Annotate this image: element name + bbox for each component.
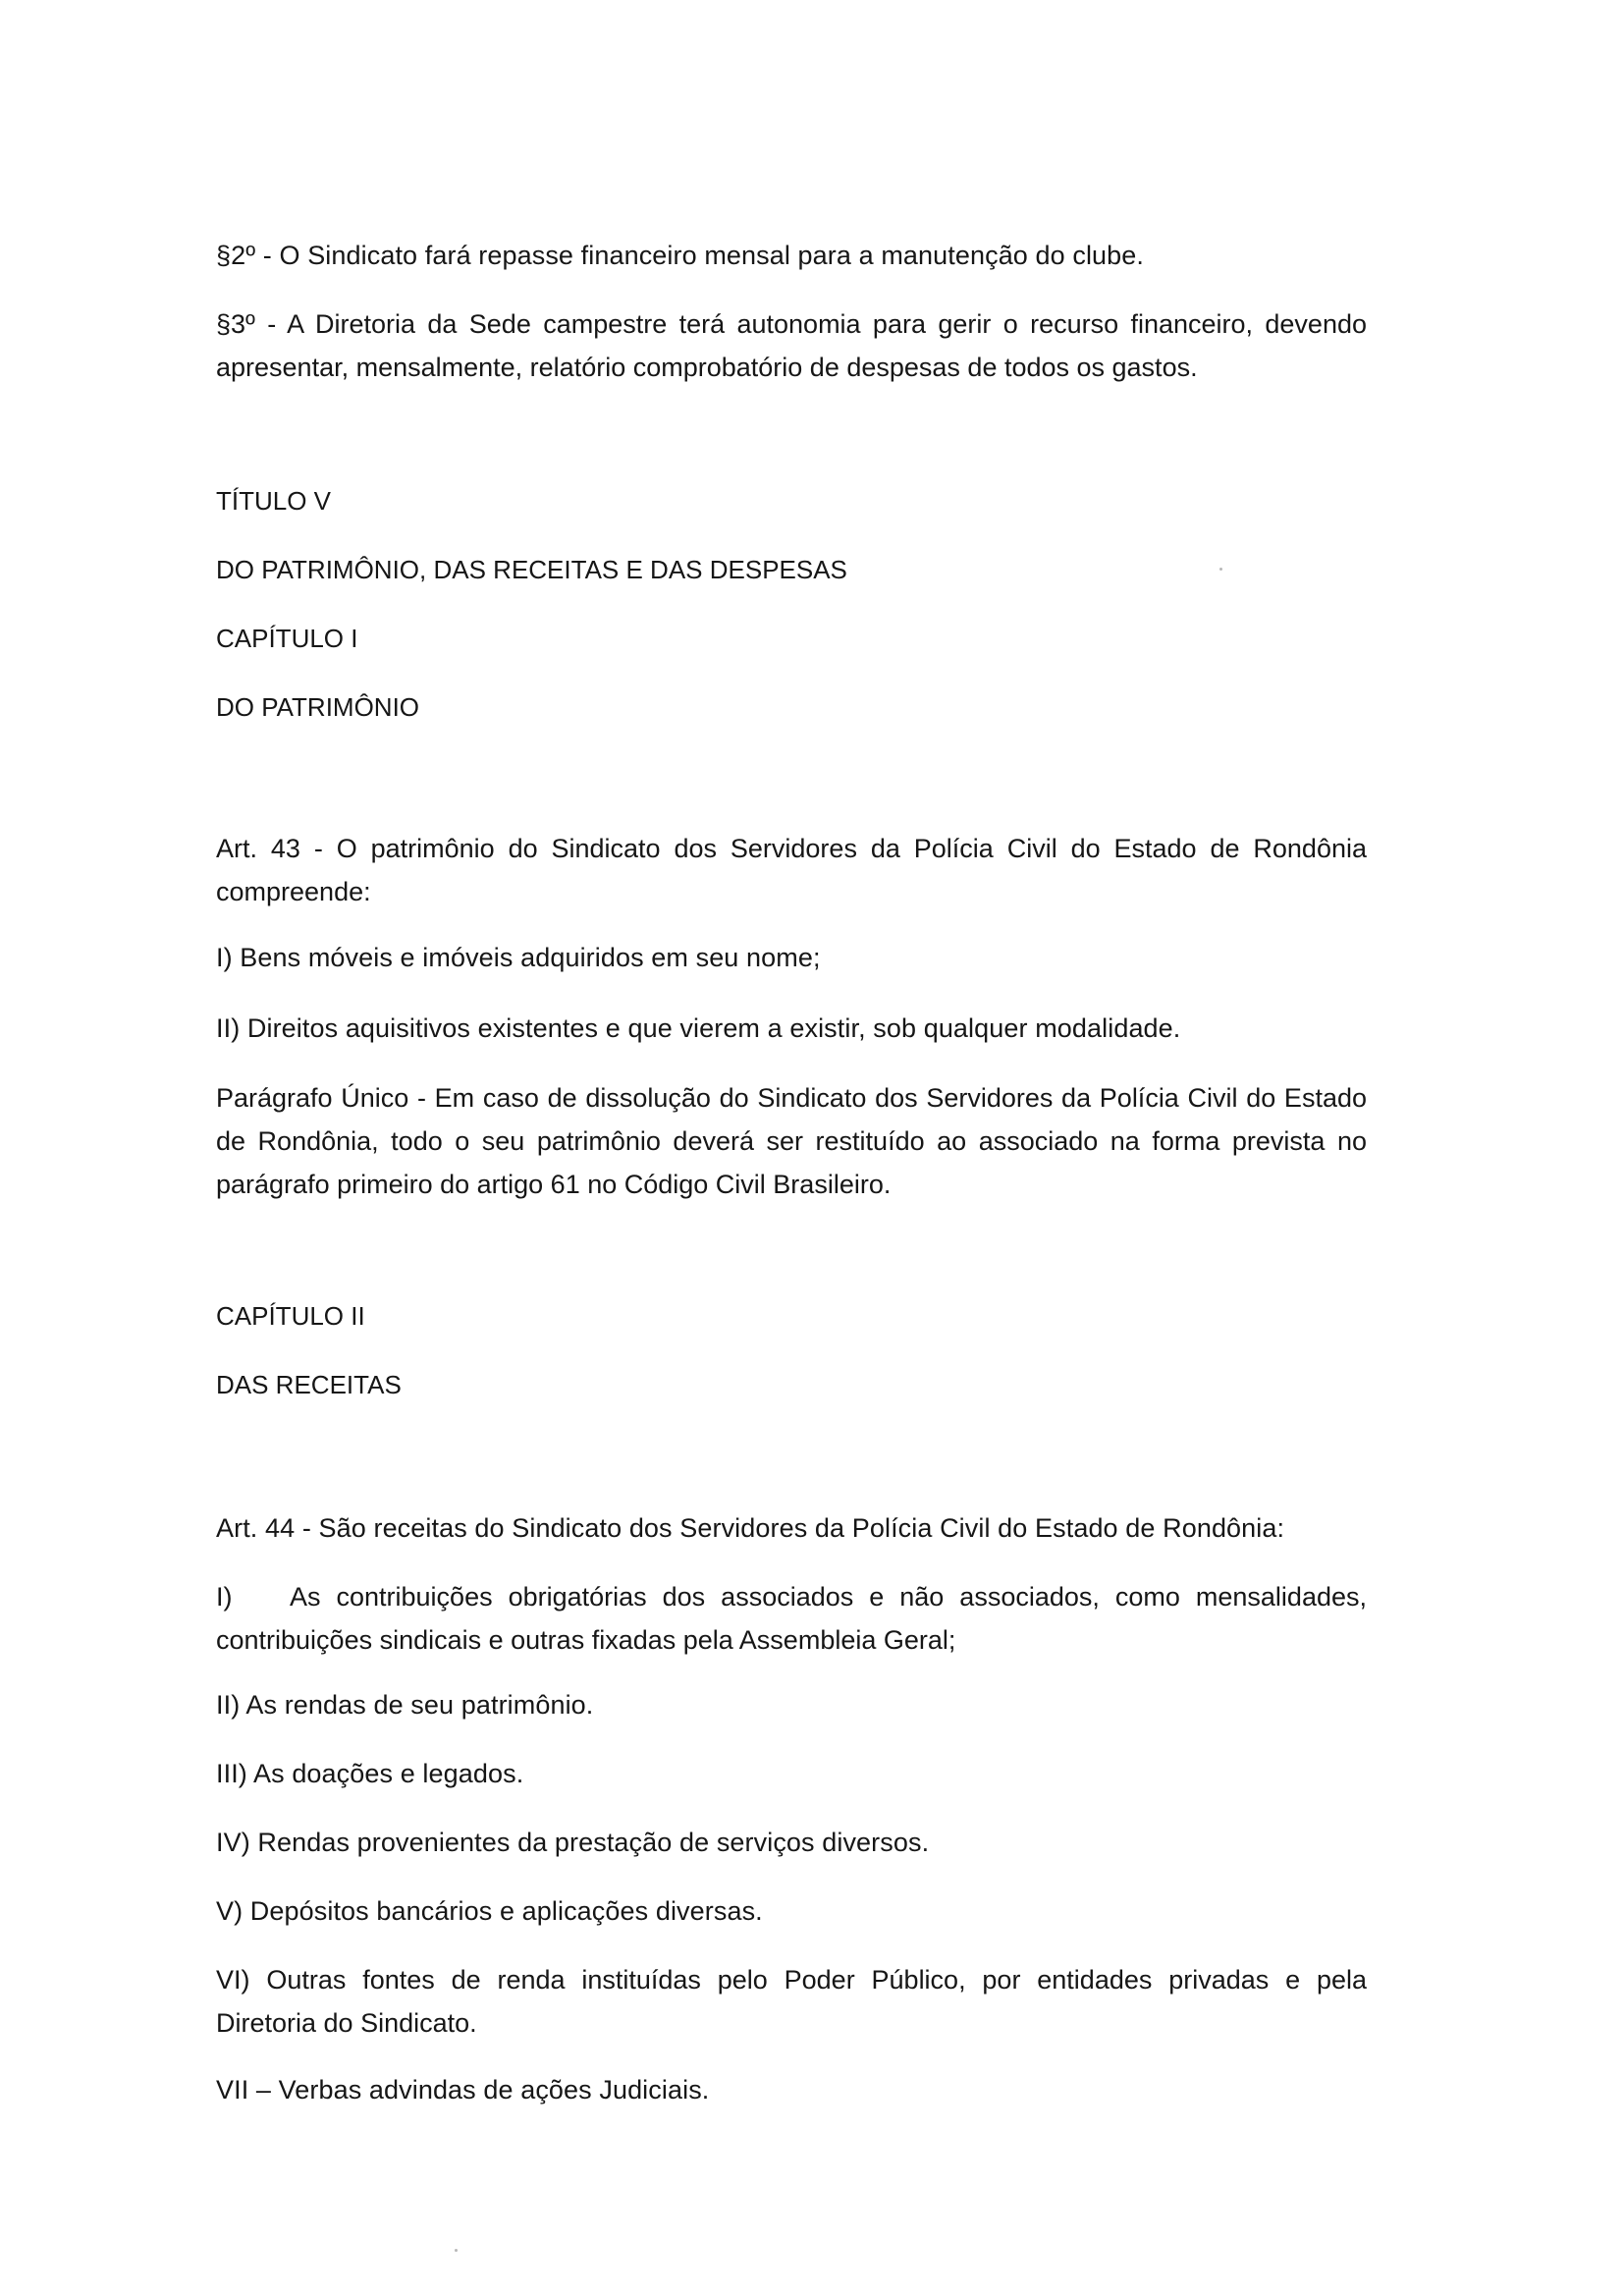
paragrafo-unico-line-2: de Rondônia, todo o seu patrimônio deverá ser restituído ao associado na forma prevista no: [216, 1126, 1367, 1156]
paragraph-3-line-1: §3º - A Diretoria da Sede campestre terá autonomia para gerir o recurso financeiro, devendo: [216, 309, 1367, 339]
scan-speck: [455, 2249, 458, 2252]
article-44-item-i-number: I): [216, 1582, 233, 1612]
article-44-item-vii: VII – Verbas advindas de ações Judiciais.: [216, 2075, 710, 2105]
titulo-heading: TÍTULO V: [216, 486, 332, 516]
paragraph-2: §2º - O Sindicato fará repasse financeiro mensal para a manutenção do clube.: [216, 241, 1145, 270]
paragrafo-unico-line-3: parágrafo primeiro do artigo 61 no Código Civil Brasileiro.: [216, 1170, 892, 1199]
article-44-item-iii: III) As doações e legados.: [216, 1759, 524, 1788]
article-44-item-vi-line-2: Diretoria do Sindicato.: [216, 2008, 477, 2038]
article-44-item-i-line-1: [216, 1575, 1367, 1618]
article-43-item-i: I) Bens móveis e imóveis adquiridos em seu nome;: [216, 943, 821, 972]
paragrafo-unico: [216, 1076, 1367, 1206]
capitulo-1-name-heading: DO PATRIMÔNIO: [216, 692, 420, 722]
capitulo-1-heading: CAPÍTULO I: [216, 624, 358, 653]
article-44-item-v: V) Depósitos bancários e aplicações diversas.: [216, 1896, 763, 1926]
article-44-item-i-text: As contribuições obrigatórias dos associados e não associados, como mensalidades,: [290, 1582, 1367, 1612]
article-44-item-i-line-2: contribuições sindicais e outras fixadas pela Assembleia Geral;: [216, 1625, 956, 1655]
article-44-item-i: [216, 1575, 1367, 1662]
article-43-item-ii: II) Direitos aquisitivos existentes e que vierem a existir, sob qualquer modalidade.: [216, 1013, 1181, 1043]
article-44-item-vi-line-1: VI) Outras fontes de renda instituídas pelo Poder Público, por entidades privadas e pela: [216, 1965, 1367, 1995]
paragrafo-unico-line-1: Parágrafo Único - Em caso de dissolução do Sindicato dos Servidores da Polícia Civil do Estado: [216, 1083, 1367, 1113]
article-43: [216, 827, 1367, 913]
article-44-item-ii: II) As rendas de seu patrimônio.: [216, 1690, 594, 1720]
article-44-item-vi: [216, 1958, 1367, 2045]
article-43-line-2: compreende:: [216, 877, 371, 906]
article-44: Art. 44 - São receitas do Sindicato dos Servidores da Polícia Civil do Estado de Rondônia:: [216, 1513, 1285, 1543]
article-43-line-1: Art. 43 - O patrimônio do Sindicato dos Servidores da Polícia Civil do Estado de Rondônia: [216, 834, 1367, 863]
capitulo-2-heading: CAPÍTULO II: [216, 1301, 365, 1331]
paragraph-3: [216, 302, 1367, 389]
titulo-name-heading: DO PATRIMÔNIO, DAS RECEITAS E DAS DESPESAS: [216, 555, 847, 584]
paragraph-3-line-2: apresentar, mensalmente, relatório comprobatório de despesas de todos os gastos.: [216, 353, 1198, 382]
scan-speck: [1219, 568, 1222, 571]
article-44-item-iv: IV) Rendas provenientes da prestação de serviços diversos.: [216, 1828, 930, 1857]
capitulo-2-name-heading: DAS RECEITAS: [216, 1370, 402, 1399]
